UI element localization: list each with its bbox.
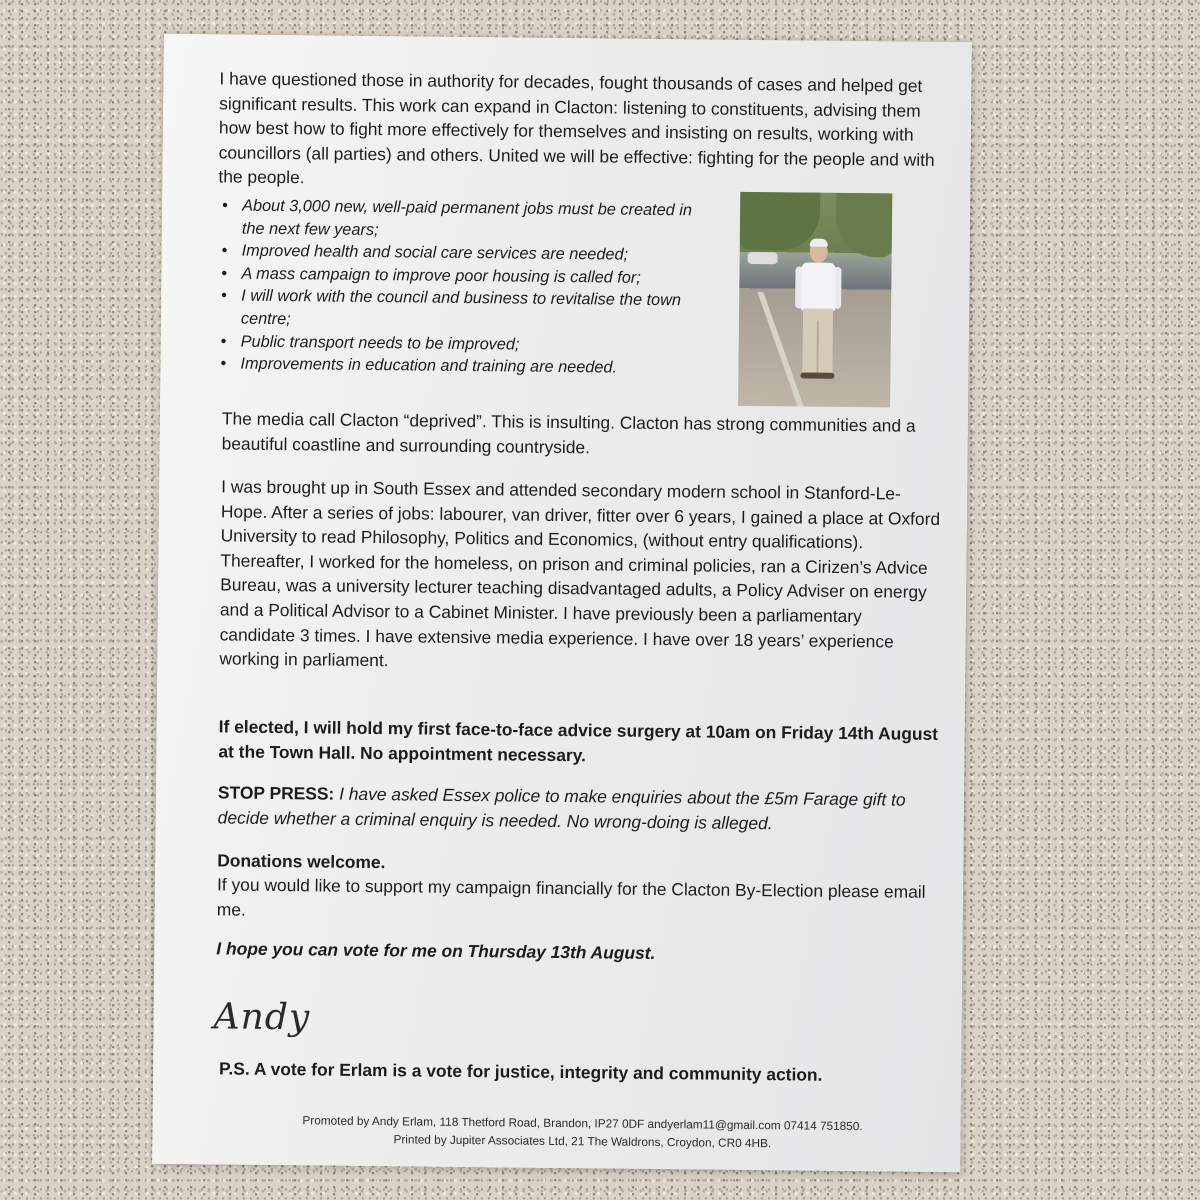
imprint-promoted: Promoted by Andy Erlam, 118 Thetford Road, Brandon, IP27 0DF andyerlam11@gmail.com 07414 751850. xyxy=(302,1113,863,1134)
leaflet-sheet xyxy=(152,34,972,1172)
intro-paragraph: I have questioned those in authority for decades, fought thousands of cases and helped get significant results. This work can expand in Clacton: listening to constituents, advising them how best how to fight more effectively for themselves and insisting on results, working with councillors (all parties) and others. United we will be effective: fighting for the people and with the people. xyxy=(218,68,935,188)
surgery-paragraph: If elected, I will hold my first face-to-face advice surgery at 10am on Friday 14th August at the Town Hall. No appointment necessary. xyxy=(218,716,939,765)
stop-press-label: STOP PRESS: xyxy=(217,782,335,804)
imprint xyxy=(252,1111,912,1154)
stop-press-text: I have asked Essex police to make enquiries about the £5m Farage gift to decide whether a criminal enquiry is needed. No wrong-doing is alleged. xyxy=(217,783,906,833)
donations-heading: Donations welcome. xyxy=(217,850,386,873)
signature: Andy xyxy=(213,996,311,1039)
policy-item-housing: • A mass campaign to improve poor housing is called for; xyxy=(241,262,701,289)
imprint-printed: Printed by Jupiter Associates Ltd, 21 The Waldrons, Croydon, CR0 4HB. xyxy=(393,1132,772,1151)
policy-item-transport: • Public transport needs to be improved; xyxy=(241,330,701,357)
donations-text: If you would like to support my campaign financially for the Clacton By-Election please email me. xyxy=(216,874,926,920)
media-paragraph: The media call Clacton “deprived”. This is insulting. Clacton has strong communities and a beautiful coastline and surrounding countryside. xyxy=(221,408,916,457)
biography-paragraph: I was brought up in South Essex and attended secondary modern school in Stanford-Le-Hope. After a series of jobs: labourer, van driver, fitter over 6 years, I gained a place at Oxford University to read Philosophy, Politics and Economics, (without entry qualifications). Thereafter, I worked for the homeless, on prison and criminal policies, ran a Cirizen’s Advice Bureau, was a university lecturer teaching disadvantaged adults, a Policy Adviser on energy and a Political Advisor to a Cabinet Minister. I have previously been a parliamentary candidate 3 times. I have extensive media experience. I have over 18 years’ experience working in parliament. xyxy=(219,476,941,671)
ps-line: P.S. A vote for Erlam is a vote for justice, integrity and community action. xyxy=(219,1058,823,1085)
policy-item-health: • Improved health and social care services are needed; xyxy=(242,240,702,267)
policy-list xyxy=(216,194,702,380)
vote-line: I hope you can vote for me on Thursday 13th August. xyxy=(216,938,656,963)
policy-item-town-centre: • I will work with the council and business to revitalise the town centre; xyxy=(241,285,701,335)
policy-item-education: • Improvements in education and training are needed. xyxy=(240,353,700,380)
policy-item-jobs: • About 3,000 new, well-paid permanent jobs must be created in the next few years; xyxy=(242,195,702,245)
stop-press-paragraph xyxy=(218,780,938,837)
candidate-photo xyxy=(738,192,892,408)
